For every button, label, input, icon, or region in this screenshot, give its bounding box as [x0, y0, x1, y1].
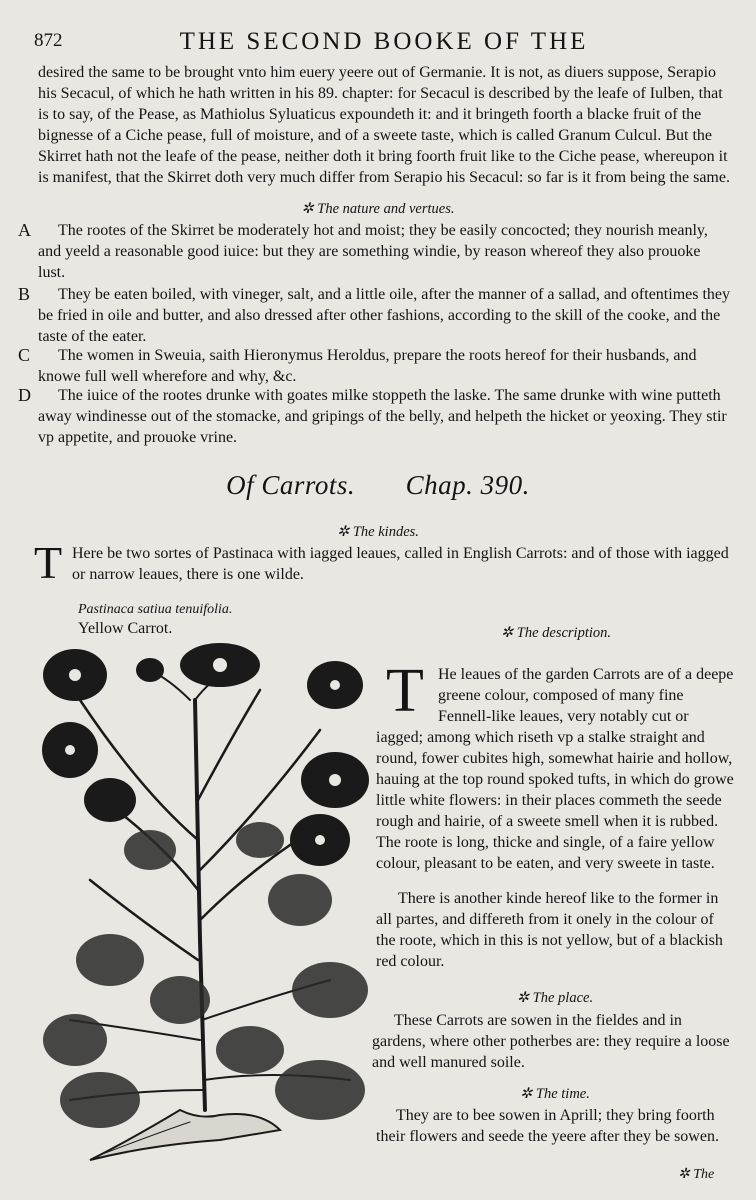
entry-letter: A — [18, 220, 31, 240]
entry-text: The rootes of the Skirret be moderately hot and moist; they be easily concocted; they nourish meanly, and yeeld a reasonable good iuice: but they are something windie, by reason whereof they also prouoke lust. — [38, 222, 708, 281]
figure-english-caption: Yellow Carrot. — [78, 620, 173, 637]
kinds-heading: ✲ The kindes. — [337, 524, 419, 540]
intro-paragraph: desired the same to be brought vnto him euery yeere out of Germanie. It is not, as diuers suppose, Serapio his Secacul, of which he hath written in his 89. chapter: for Secacul is described by the leafe of Iulben, that is to say, of the Pease, as Mathiolus Syluaticus expoundeth it: and it bringeth foorth a blacke fruit of the bignesse of a Ciche pease, full of moisture, and of a sweete taste, which is called Granum Culcul. But the Skirret hath not the leafe of the pease, neither doth it bring foorth fruit like to the Ciche pease, whereupon it is manifest, that the Skirret doth very much differ from Serapio his Secacul: so far is it from being the same. — [38, 64, 730, 186]
running-title: THE SECOND BOOKE OF THE — [179, 28, 589, 55]
entry-text: The women in Sweuia, saith Hieronymus Heroldus, prepare the roots hereof for their husbands, and knowe full well wherefore and why, &c. — [38, 347, 697, 385]
figure-latin-caption: Pastinaca satiua tenuifolia. — [78, 602, 233, 617]
drop-cap-h: T — [386, 657, 424, 725]
entry-text: They be eaten boiled, with vineger, salt, and a little oile, after the manner of a sallad, and oftentimes they be fried in oile and butter, and also dressed after other fashions, according to the skill of the cooke, and the taste of the eater. — [38, 286, 731, 345]
entry-b — [18, 284, 731, 347]
carrot-woodcut-illustration — [30, 640, 380, 1180]
chapter-number: Chap. 390. — [405, 470, 530, 500]
kinds-paragraph: Here be two sortes of Pastinaca with iagged leaues, called in English Carrots: and of those with iagged or narrow leaues, there is one wilde. — [72, 545, 729, 583]
place-paragraph: These Carrots are sowen in the fieldes and in gardens, where other potherbes are: they require a loose and well manured soile. — [372, 1012, 730, 1071]
description-second-kind: There is another kinde hereof like to the former in all partes, and differeth from it onely in the colour of the roote, which in this is not yellow, but of a blackish red colour. — [376, 890, 723, 970]
page-header — [34, 28, 734, 58]
entry-c — [18, 345, 730, 387]
entry-text: The iuice of the rootes drunke with goates milke stoppeth the laske. The same drunke with wine putteth away windinesse out of the stomacke, and gripings of the belly, and helpeth the hicket or yeoxing. They stir vp appetite, and prouoke vrine. — [38, 387, 727, 446]
catchword: ✲ The — [678, 1167, 715, 1182]
time-heading: ✲ The time. — [520, 1086, 590, 1102]
page-number: 872 — [34, 30, 63, 51]
entry-letter: D — [18, 385, 31, 405]
place-heading: ✲ The place. — [516, 990, 594, 1006]
description-body: iagged; among which riseth vp a stalke straight and round, fower cubites high, somewhat hairie and hollow, hauing at the top round spoked tufts, in which do growe little white flowers: in their places commeth the seede rough and hairie, of a sweete smell when it is rubbed. The roote is long, thicke and single, of a faire yellow colour, pleasant to be eaten, and very sweete in taste. — [376, 729, 734, 872]
time-paragraph: They are to bee sowen in Aprill; they bring foorth their flowers and seede the yeere after they be sowen. — [376, 1107, 719, 1145]
description-heading: ✲ The description. — [500, 625, 612, 641]
entry-letter: C — [18, 345, 31, 365]
entry-a — [18, 220, 730, 283]
entry-d — [18, 385, 730, 448]
nature-heading: ✲ The nature and vertues. — [301, 201, 455, 217]
chapter-name: Of Carrots. — [226, 470, 356, 500]
chapter-title — [0, 470, 756, 501]
entry-letter: B — [18, 284, 31, 304]
drop-cap-t: T — [34, 537, 63, 588]
description-opening: He leaues of the garden Carrots are of a deepe greene colour, composed of many fine Fennell-like leaues, very notably cut or — [438, 666, 734, 725]
